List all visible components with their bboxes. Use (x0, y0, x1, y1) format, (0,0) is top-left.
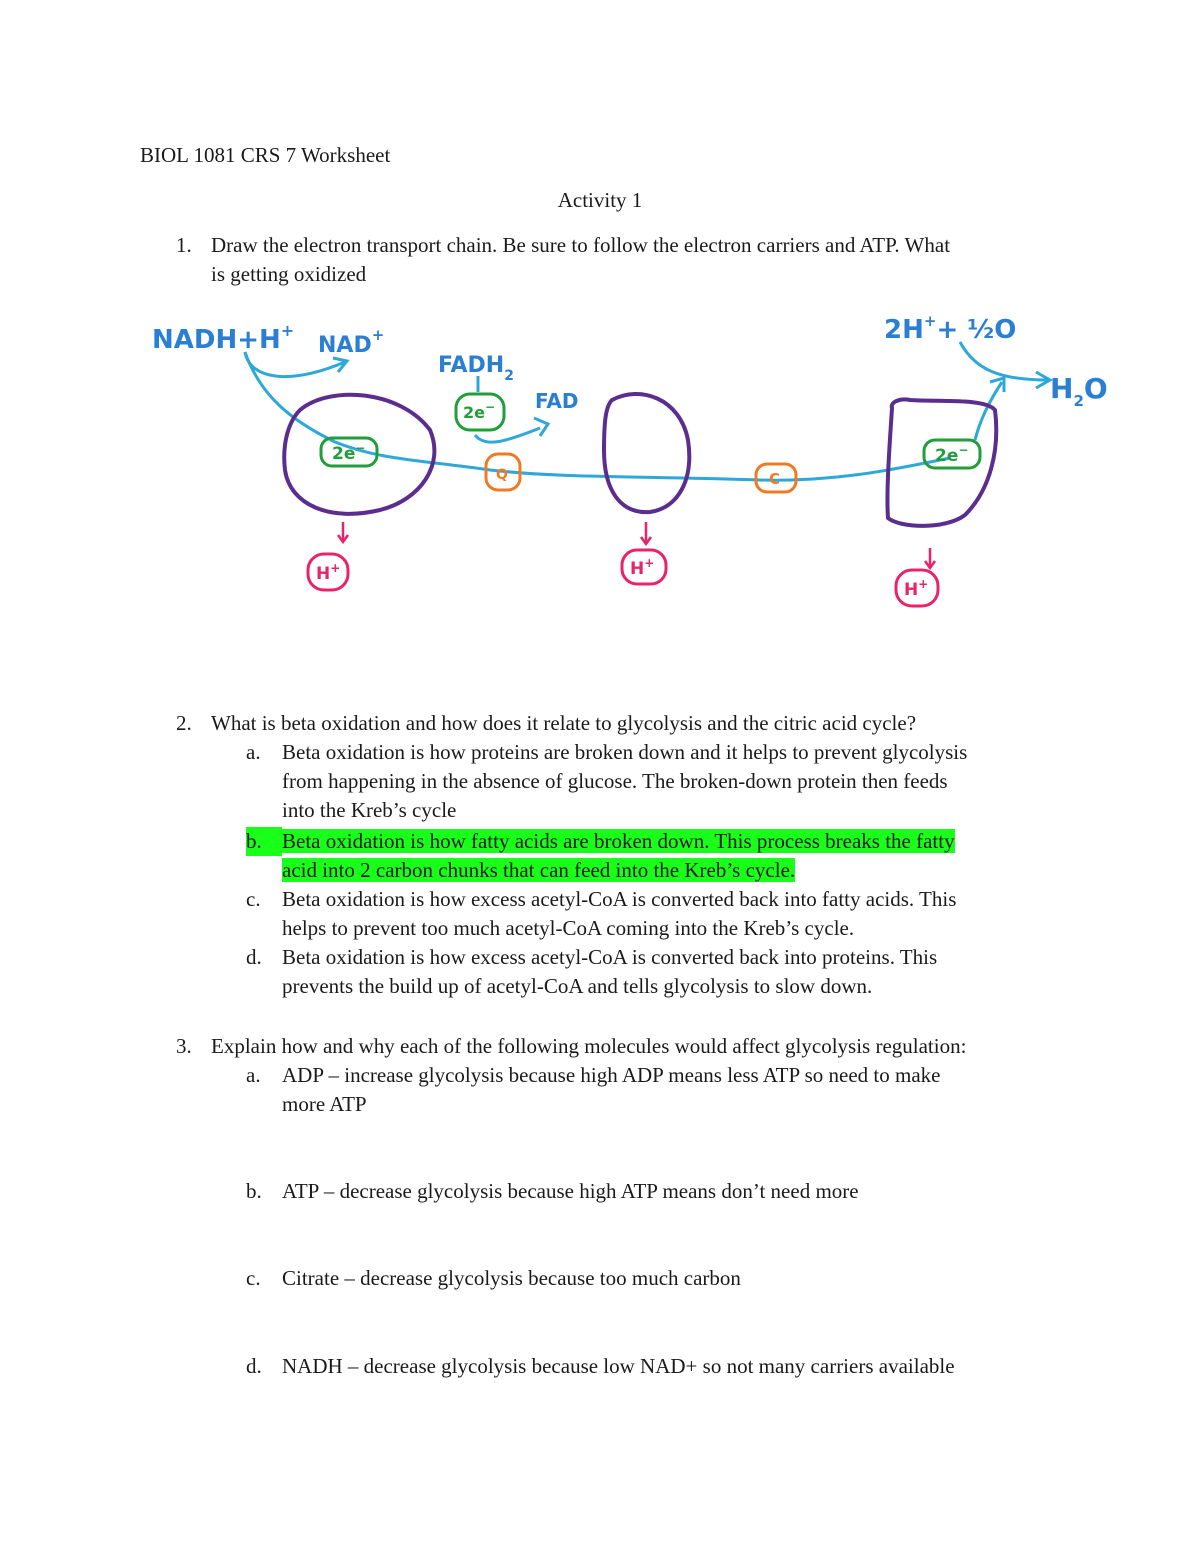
q3-answer-c-line: Citrate – decrease glycolysis because too much carbon (282, 1266, 741, 1290)
fad-arrowhead (534, 418, 548, 436)
water-label: $H_2O$ (1050, 372, 1108, 410)
question-1-line-1: Draw the electron transport chain. Be sure to follow the electron carriers and ATP. What (211, 233, 951, 257)
q3-answer-b-line: ATP – decrease glycolysis because high ATP means don’t need more (282, 1179, 859, 1203)
svg-text:2e−: 2e− (935, 443, 969, 466)
q2-option-d-line: prevents the build up of acetyl-CoA and tells glycolysis to slow down. (282, 974, 873, 998)
q3-answer-a-letter: a. (246, 1063, 261, 1087)
q2-option-b-letter: b. (246, 827, 282, 856)
q2-option-c-line: Beta oxidation is how excess acetyl-CoA is converted back into fatty acids. This (282, 887, 957, 911)
two-electron-carrier-4 (924, 440, 980, 468)
q3-answer-d-line: NADH – decrease glycolysis because low NAD+ so not many carriers available (282, 1354, 955, 1378)
q2-option-a-line: into the Kreb’s cycle (282, 798, 457, 822)
q2-option-d-line: Beta oxidation is how excess acetyl-CoA is converted back into proteins. This (282, 945, 938, 969)
water-arrow (960, 342, 1048, 380)
two-electron-carrier-fadh2 (456, 394, 504, 430)
question-1-number: 1. (176, 233, 192, 257)
q2-option-a-line: Beta oxidation is how proteins are broken down and it helps to prevent glycolysis (282, 740, 968, 764)
q2-option-a-line: from happening in the absence of glucose. The broken-down protein then feeds (282, 769, 948, 793)
question-2-text: What is beta oxidation and how does it relate to glycolysis and the citric acid cycle? (211, 711, 917, 735)
svg-text:2e−: 2e− (332, 441, 366, 464)
oxygen-protons-label: 2H++ ½O (884, 312, 1017, 345)
q3-answer-c-letter: c. (246, 1266, 261, 1290)
nad-label: NAD+ (318, 326, 385, 358)
electron-transport-chain-diagram (0, 290, 1200, 620)
q3-answer-a-line: ADP – increase glycolysis because high ADP means less ATP so need to make (282, 1063, 941, 1087)
cytochrome-c (756, 464, 796, 492)
q3-answer-b-letter: b. (246, 1179, 262, 1203)
svg-text:H+: H+ (316, 561, 341, 584)
q2-option-c-letter: c. (246, 887, 261, 911)
q2-option-c-line: helps to prevent too much acetyl-CoA coming into the Kreb’s cycle. (282, 916, 855, 940)
question-1-line-2: is getting oxidized (211, 262, 367, 286)
activity-heading: Activity 1 (557, 188, 643, 212)
nadh-label: NADH+H+ (152, 321, 295, 355)
q2-option-a-letter: a. (246, 740, 261, 764)
proton-1 (308, 554, 348, 590)
svg-text:C: C (769, 470, 781, 488)
q2-option-b-line: acid into 2 carbon chunks that can feed into the Kreb’s cycle. (282, 858, 796, 882)
svg-text:H+: H+ (630, 556, 655, 579)
q3-answer-a-line: more ATP (282, 1092, 367, 1116)
proton-4 (896, 570, 938, 606)
q3-answer-d-letter: d. (246, 1354, 262, 1378)
question-3-number: 3. (176, 1034, 192, 1058)
document-title: BIOL 1081 CRS 7 Worksheet (140, 143, 391, 167)
q2-option-b-line: Beta oxidation is how fatty acids are broken down. This process breaks the fatty (282, 829, 955, 853)
question-3-text: Explain how and why each of the following molecules would affect glycolysis regulation: (211, 1034, 967, 1058)
proton-3 (622, 550, 666, 584)
svg-text:2e−: 2e− (463, 400, 496, 422)
svg-text:Q: Q (496, 467, 508, 483)
svg-text:H+: H+ (904, 577, 929, 600)
fadh2-label: $FADH_2$ (438, 353, 514, 384)
question-2-number: 2. (176, 711, 192, 735)
complex-iii (604, 394, 689, 512)
q2-option-d-letter: d. (246, 945, 262, 969)
fad-label: FAD (535, 389, 579, 413)
